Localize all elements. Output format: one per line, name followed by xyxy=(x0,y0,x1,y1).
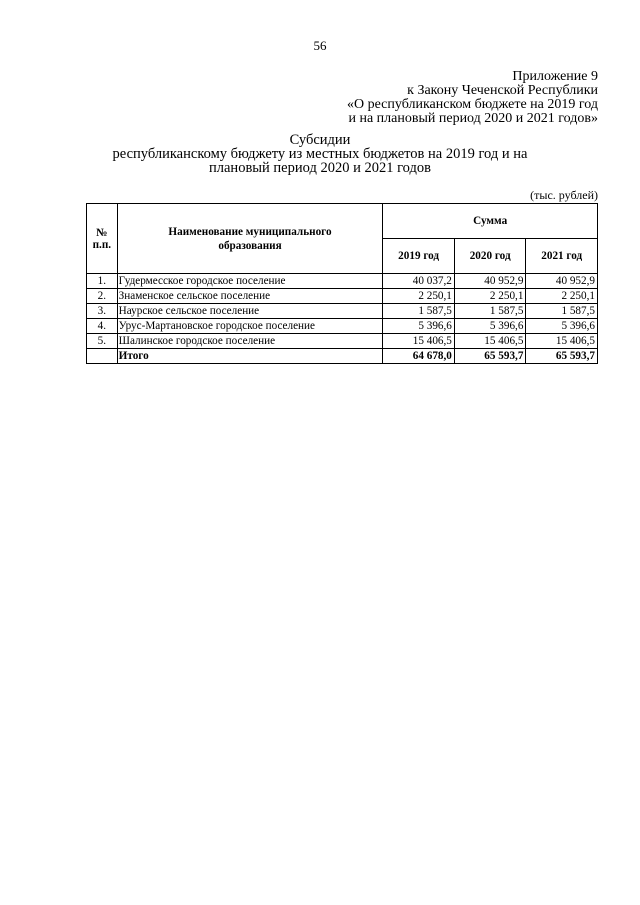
header-municipality-line-2: образования xyxy=(218,239,282,252)
row-municipality: Шалинское городское поселение xyxy=(117,334,383,349)
appendix-reference xyxy=(347,70,598,126)
total-value-2019: 64 678,0 xyxy=(383,349,455,364)
units-label: (тыс. рублей) xyxy=(530,188,598,202)
appendix-line-2: к Закону Чеченской Республики xyxy=(407,83,598,98)
table-total-row xyxy=(87,349,598,364)
row-number: 3. xyxy=(87,304,118,319)
header-number-abbr: п.п. xyxy=(92,238,112,251)
row-number: 1. xyxy=(87,274,118,289)
appendix-line-4: и на плановый период 2020 и 2021 годов» xyxy=(348,111,598,126)
table-row xyxy=(87,304,598,319)
total-label: Итого xyxy=(117,349,383,364)
row-number: 4. xyxy=(87,319,118,334)
total-value-2020: 65 593,7 xyxy=(454,349,526,364)
row-number: 5. xyxy=(87,334,118,349)
row-value-2019: 40 037,2 xyxy=(383,274,455,289)
table-row xyxy=(87,289,598,304)
row-value-2020: 40 952,9 xyxy=(454,274,526,289)
row-value-2020: 1 587,5 xyxy=(454,304,526,319)
subsidies-table xyxy=(86,203,598,364)
page-number: 56 xyxy=(313,38,327,53)
appendix-line-3: «О республиканском бюджете на 2019 год xyxy=(347,97,598,112)
row-value-2021: 1 587,5 xyxy=(526,304,598,319)
row-municipality: Знаменское сельское поселение xyxy=(117,289,383,304)
row-value-2021: 5 396,6 xyxy=(526,319,598,334)
header-sum: Сумма xyxy=(383,204,598,239)
header-year-2019: 2019 год xyxy=(383,239,455,274)
title-line-3: плановый период 2020 и 2021 годов xyxy=(209,160,431,176)
row-value-2019: 15 406,5 xyxy=(383,334,455,349)
title-line-1: Субсидии xyxy=(289,132,351,148)
row-municipality: Урус-Мартановское городское поселение xyxy=(117,319,383,334)
row-number: 2. xyxy=(87,289,118,304)
row-value-2020: 2 250,1 xyxy=(454,289,526,304)
row-value-2021: 40 952,9 xyxy=(526,274,598,289)
table-header-row xyxy=(87,204,598,239)
header-year-2020: 2020 год xyxy=(454,239,526,274)
table-row xyxy=(87,319,598,334)
row-value-2021: 2 250,1 xyxy=(526,289,598,304)
row-value-2021: 15 406,5 xyxy=(526,334,598,349)
header-municipality xyxy=(117,204,383,274)
row-municipality: Гудермесское городское поселение xyxy=(117,274,383,289)
row-value-2019: 5 396,6 xyxy=(383,319,455,334)
header-number xyxy=(87,204,118,274)
total-value-2021: 65 593,7 xyxy=(526,349,598,364)
row-value-2019: 2 250,1 xyxy=(383,289,455,304)
total-number-empty xyxy=(87,349,118,364)
title-line-2: республиканскому бюджету из местных бюджетов на 2019 год и на xyxy=(112,146,528,162)
row-value-2020: 5 396,6 xyxy=(454,319,526,334)
header-municipality-line-1: Наименование муниципального xyxy=(168,225,332,238)
row-value-2020: 15 406,5 xyxy=(454,334,526,349)
header-number-symbol: № xyxy=(96,226,108,239)
appendix-line-1: Приложение 9 xyxy=(512,69,598,84)
header-year-2021: 2021 год xyxy=(526,239,598,274)
row-value-2019: 1 587,5 xyxy=(383,304,455,319)
table-row xyxy=(87,274,598,289)
document-title xyxy=(0,133,640,175)
row-municipality: Наурское сельское поселение xyxy=(117,304,383,319)
table-row xyxy=(87,334,598,349)
